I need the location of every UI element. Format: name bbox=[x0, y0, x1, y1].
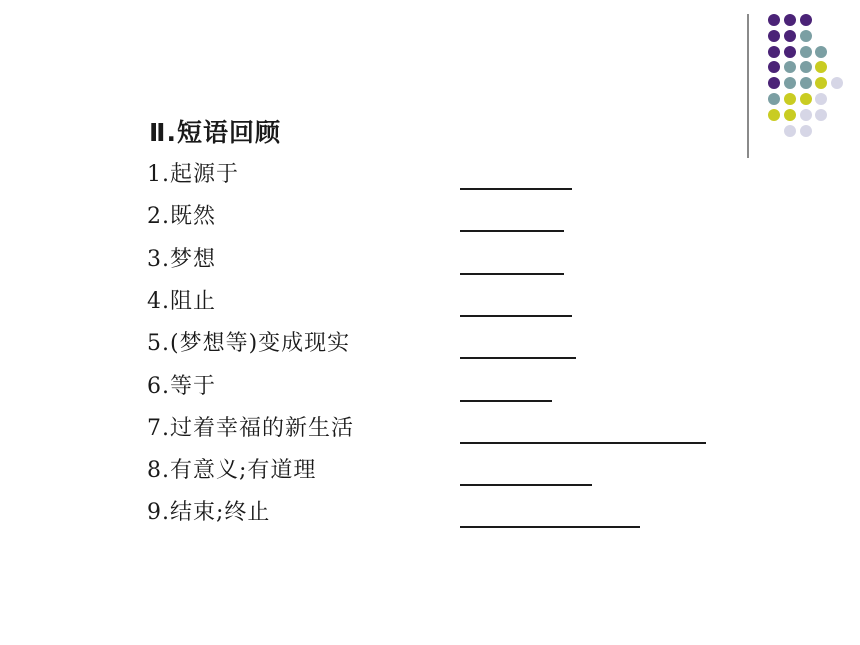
phrase-label: 4.阻止 bbox=[147, 288, 216, 314]
phrase-row bbox=[0, 245, 860, 289]
decorative-dot-grid bbox=[0, 0, 860, 160]
answer-blank[interactable] bbox=[460, 315, 572, 317]
phrase-label: 1.起源于 bbox=[147, 162, 239, 187]
section-title: Ⅱ.短语回顾 bbox=[149, 118, 281, 147]
decorative-dot bbox=[815, 109, 827, 121]
decorative-dot bbox=[815, 46, 827, 58]
answer-blank[interactable] bbox=[460, 230, 564, 232]
decorative-dot bbox=[800, 77, 812, 89]
decorative-dot bbox=[768, 14, 780, 26]
decorative-dot bbox=[784, 77, 796, 89]
decorative-dot bbox=[768, 93, 780, 105]
phrase-label: 8.有意义;有道理 bbox=[147, 458, 317, 484]
answer-blank[interactable] bbox=[460, 400, 552, 402]
decorative-dot bbox=[784, 46, 796, 58]
phrase-row bbox=[0, 160, 860, 204]
decorative-dot bbox=[768, 109, 780, 121]
answer-blank[interactable] bbox=[460, 526, 640, 528]
decorative-dot bbox=[768, 61, 780, 73]
phrase-label: 5.(梦想等)变成现实 bbox=[147, 331, 351, 357]
decorative-dot bbox=[800, 30, 812, 42]
decorative-divider bbox=[747, 14, 749, 158]
phrase-label: 9.结束;终止 bbox=[147, 500, 271, 526]
decorative-dot bbox=[768, 30, 780, 42]
decorative-dot bbox=[768, 46, 780, 58]
phrase-row bbox=[0, 287, 860, 331]
phrase-label: 7.过着幸福的新生活 bbox=[147, 415, 354, 441]
decorative-dot bbox=[800, 61, 812, 73]
decorative-dot bbox=[800, 93, 812, 105]
decorative-dot bbox=[800, 125, 812, 137]
phrase-row bbox=[0, 372, 860, 416]
answer-blank[interactable] bbox=[460, 442, 706, 444]
decorative-dot bbox=[815, 77, 827, 89]
decorative-dot bbox=[768, 77, 780, 89]
decorative-dot bbox=[831, 77, 843, 89]
decorative-dot bbox=[800, 46, 812, 58]
answer-blank[interactable] bbox=[460, 273, 564, 275]
decorative-dot bbox=[815, 61, 827, 73]
decorative-dot bbox=[784, 109, 796, 121]
decorative-dot bbox=[784, 93, 796, 105]
decorative-dot bbox=[784, 14, 796, 26]
decorative-dot bbox=[800, 14, 812, 26]
phrase-label: 3.梦想 bbox=[147, 246, 216, 272]
decorative-dot bbox=[800, 109, 812, 121]
phrase-label: 6.等于 bbox=[147, 373, 216, 399]
phrase-row bbox=[0, 498, 860, 542]
answer-blank[interactable] bbox=[460, 357, 576, 359]
answer-blank[interactable] bbox=[460, 484, 592, 486]
decorative-dot bbox=[815, 93, 827, 105]
phrase-label: 2.既然 bbox=[147, 204, 216, 230]
decorative-dot bbox=[784, 61, 796, 73]
phrase-row bbox=[0, 456, 860, 500]
phrase-row bbox=[0, 202, 860, 246]
phrase-row bbox=[0, 414, 860, 458]
answer-blank[interactable] bbox=[460, 188, 572, 190]
decorative-dot bbox=[784, 125, 796, 137]
phrase-row bbox=[0, 329, 860, 373]
decorative-dot bbox=[784, 30, 796, 42]
